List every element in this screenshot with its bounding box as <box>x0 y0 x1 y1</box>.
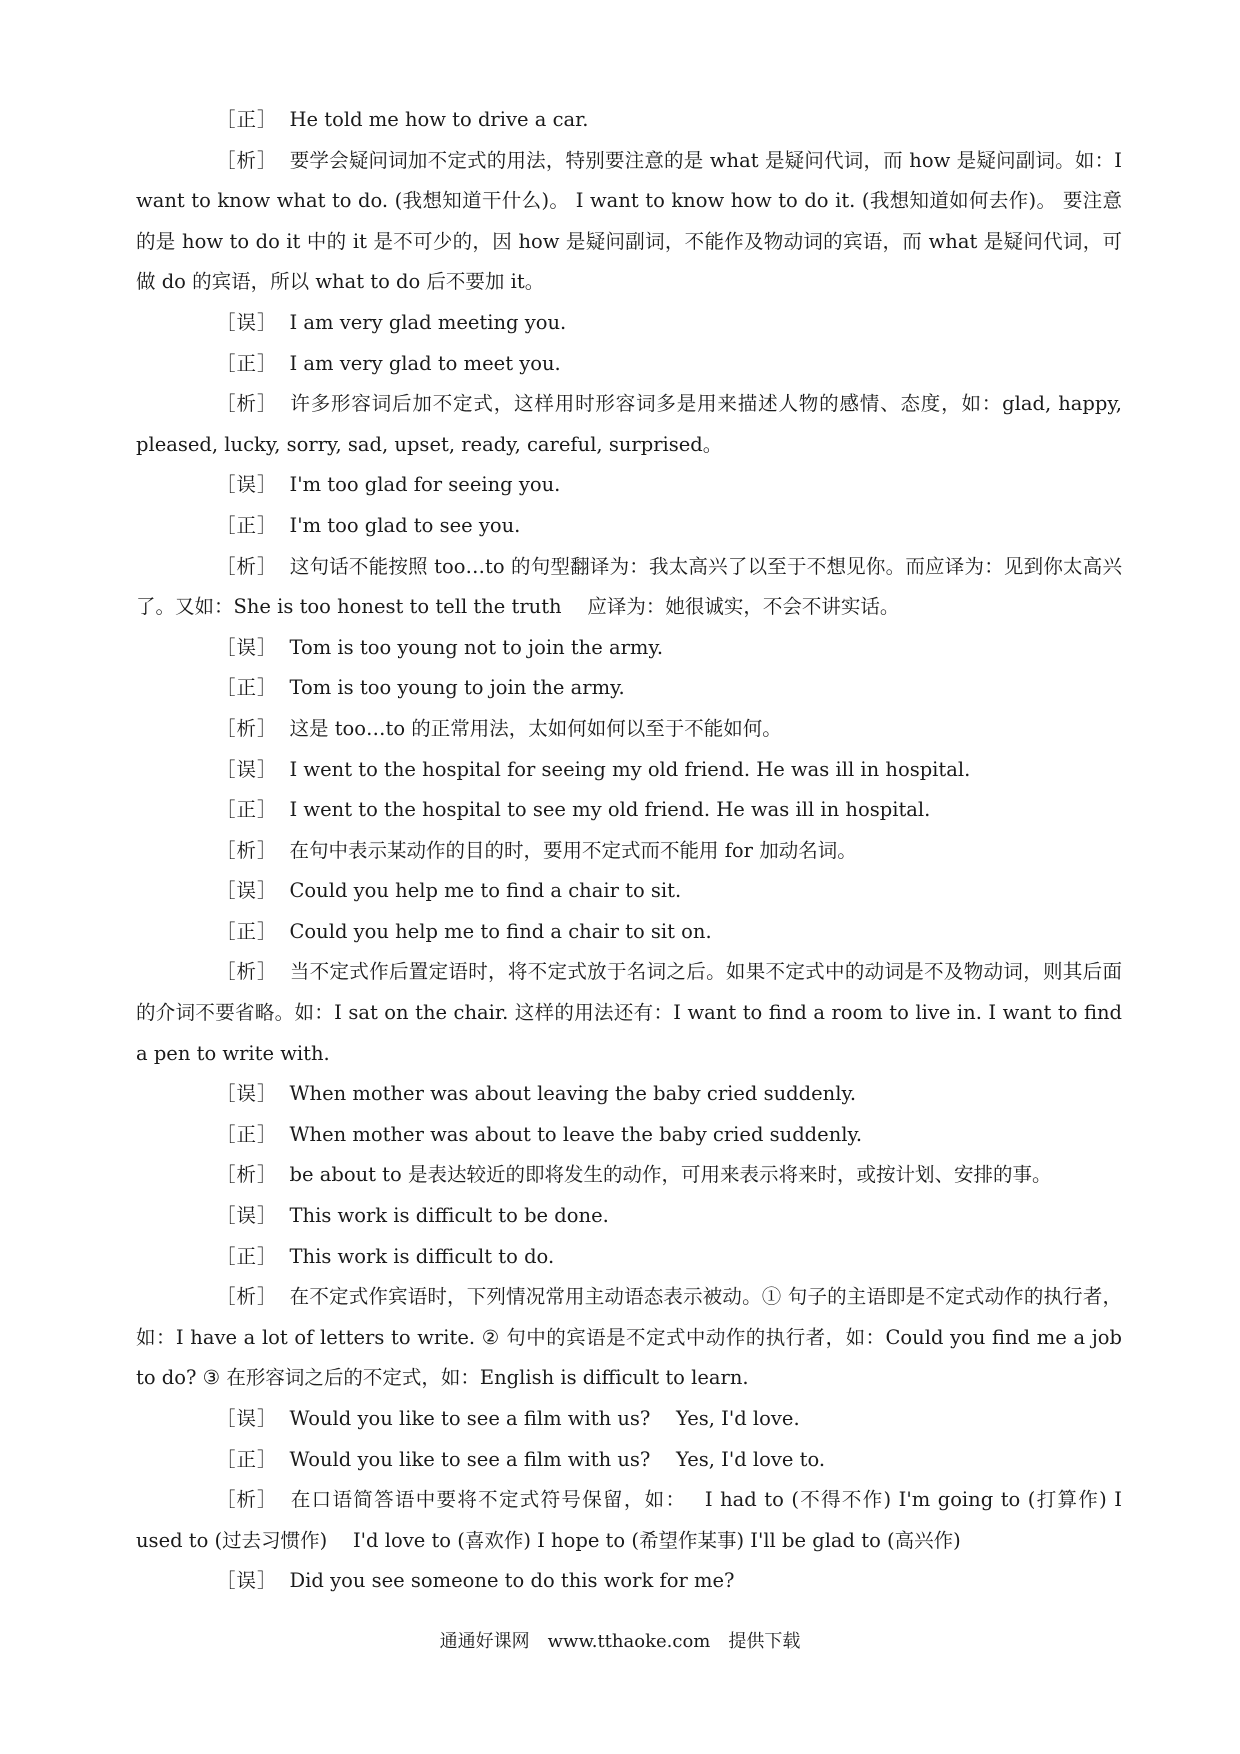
entry <box>136 465 1122 506</box>
entry <box>136 303 1122 344</box>
entry <box>136 750 1122 791</box>
entry-text: He told me how to drive a car. <box>289 108 589 131</box>
entry <box>136 1237 1122 1278</box>
entry <box>136 344 1122 385</box>
entry-label: ［正］ <box>216 513 278 537</box>
entry <box>136 1399 1122 1440</box>
entry-label: ［误］ <box>216 879 278 903</box>
entry-label: ［误］ <box>216 757 278 781</box>
entry-text: I went to the hospital for seeing my old friend. He was ill in hospital. <box>289 757 971 781</box>
entry-label: ［正］ <box>216 1447 278 1471</box>
entry-label: ［析］ <box>216 554 278 578</box>
entry-label: ［正］ <box>216 676 278 700</box>
entry-text: Tom is too young not to join the army. <box>289 635 664 659</box>
entry <box>136 1561 1122 1602</box>
entry-text: I went to the hospital to see my old friend. He was ill in hospital. <box>289 798 931 822</box>
entry <box>136 1196 1122 1237</box>
entry-label: ［正］ <box>216 798 278 822</box>
entry-label: ［析］ <box>216 1488 278 1512</box>
entry-text: When mother was about leaving the baby cried suddenly. <box>289 1082 857 1106</box>
entry-text: This work is difficult to do. <box>289 1244 555 1268</box>
entry <box>136 871 1122 912</box>
entry <box>136 952 1122 1074</box>
entry <box>136 1277 1122 1399</box>
entry-text: Would you like to see a film with us? Yes, I'd love. <box>289 1407 800 1430</box>
entry-text: Would you like to see a film with us? Yes, I'd love to. <box>289 1447 826 1471</box>
entry-label: ［误］ <box>216 1204 278 1228</box>
entry-label: ［误］ <box>216 310 278 334</box>
entry <box>136 1155 1122 1196</box>
entry-text: 在句中表示某动作的目的时，要用不定式而不能用 for 加动名词。 <box>289 838 857 862</box>
entry-text: 许多形容词后加不定式，这样用时形容词多是用来描述人物的感情、态度，如：glad, happy, pleased, lucky, sorry, sad, upset, ready, careful, surprised。 <box>136 392 1122 456</box>
entry <box>136 1074 1122 1115</box>
entry <box>136 547 1122 628</box>
entry-label: ［正］ <box>216 108 278 131</box>
entry <box>136 100 1122 141</box>
entry-label: ［析］ <box>216 148 278 172</box>
entry-label: ［析］ <box>216 1285 278 1309</box>
entry-label: ［析］ <box>216 716 278 740</box>
entry <box>136 628 1122 669</box>
entry-label: ［析］ <box>216 960 278 984</box>
entry-text: 这是 too…to 的正常用法，太如何如何以至于不能如何。 <box>289 716 782 740</box>
entry <box>136 912 1122 953</box>
entry-text: Tom is too young to join the army. <box>289 676 625 700</box>
page-footer: 通通好课网 www.tthaoke.com 提供下载 <box>439 1631 801 1652</box>
entry-text: I'm too glad for seeing you. <box>289 473 561 497</box>
entry <box>136 141 1122 303</box>
entry-text: Did you see someone to do this work for me? <box>289 1569 735 1593</box>
entry-label: ［析］ <box>216 838 278 862</box>
entry <box>136 506 1122 547</box>
entry-text: I am very glad to meet you. <box>289 351 561 375</box>
entry-label: ［误］ <box>216 635 278 659</box>
entry <box>136 384 1122 465</box>
entry-label: ［析］ <box>216 392 278 416</box>
entry-label: ［析］ <box>216 1163 278 1187</box>
entry <box>136 790 1122 831</box>
entry-label: ［正］ <box>216 1244 278 1268</box>
entry-label: ［正］ <box>216 919 278 943</box>
entry <box>136 709 1122 750</box>
entry-label: ［误］ <box>216 473 278 497</box>
entry-label: ［误］ <box>216 1082 278 1106</box>
entry-text: This work is difficult to be done. <box>289 1204 609 1228</box>
entry-label: ［误］ <box>216 1407 278 1430</box>
entry-text: 在不定式作宾语时，下列情况常用主动语态表示被动。① 句子的主语即是不定式动作的执行者，如：I have a lot of letters to write. ② 句中的宾语是不定式中动作的执行者，如：Could you find me a job to do? ③ 在形容词之后的不定式，如：English is difficult to learn. <box>136 1285 1122 1390</box>
document-body <box>136 100 1122 1602</box>
entry-label: ［误］ <box>216 1569 278 1593</box>
entry <box>136 1115 1122 1156</box>
entry-text: 在口语简答语中要将不定式符号保留，如： I had to (不得不作) I'm going to (打算作) I used to (过去习惯作) I'd love to (喜欢作) I hope to (希望作某事) I'll be glad to (高兴作) <box>136 1488 1122 1552</box>
entry-text: When mother was about to leave the baby cried suddenly. <box>289 1122 863 1146</box>
entry <box>136 831 1122 872</box>
entry <box>136 1480 1122 1561</box>
entry-text: Could you help me to find a chair to sit on. <box>289 919 712 943</box>
entry-label: ［正］ <box>216 1122 278 1146</box>
entry-text: 要学会疑问词加不定式的用法，特别要注意的是 what 是疑问代词，而 how 是疑问副词。如：I want to know what to do. (我想知道干什么)。 I want to know how to do it. (我想知道如何去作)。 要注意的是 how to do it 中的 it 是不可少的，因 how 是疑问副词，不能作及物动词的宾语，而 what 是疑问代词，可做 do 的宾语，所以 what to do 后不要加 it。 <box>136 148 1122 294</box>
entry <box>136 1440 1122 1481</box>
entry <box>136 668 1122 709</box>
entry-label: ［正］ <box>216 351 278 375</box>
entry-text: 这句话不能按照 too…to 的句型翻译为：我太高兴了以至于不想见你。而应译为：见到你太高兴了。又如：She is too honest to tell the truth 应译为：她很诚实，不会不讲实话。 <box>136 554 1122 619</box>
entry-text: Could you help me to find a chair to sit. <box>289 879 682 903</box>
entry-text: I am very glad meeting you. <box>289 310 567 334</box>
entry-text: be about to 是表达较近的即将发生的动作，可用来表示将来时，或按计划、安排的事。 <box>289 1163 1052 1187</box>
entry-text: I'm too glad to see you. <box>289 513 521 537</box>
entry-text: 当不定式作后置定语时，将不定式放于名词之后。如果不定式中的动词是不及物动词，则其后面的介词不要省略。如：I sat on the chair. 这样的用法还有：I want to find a room to live in. I want to find a pen to write with. <box>136 960 1122 1065</box>
